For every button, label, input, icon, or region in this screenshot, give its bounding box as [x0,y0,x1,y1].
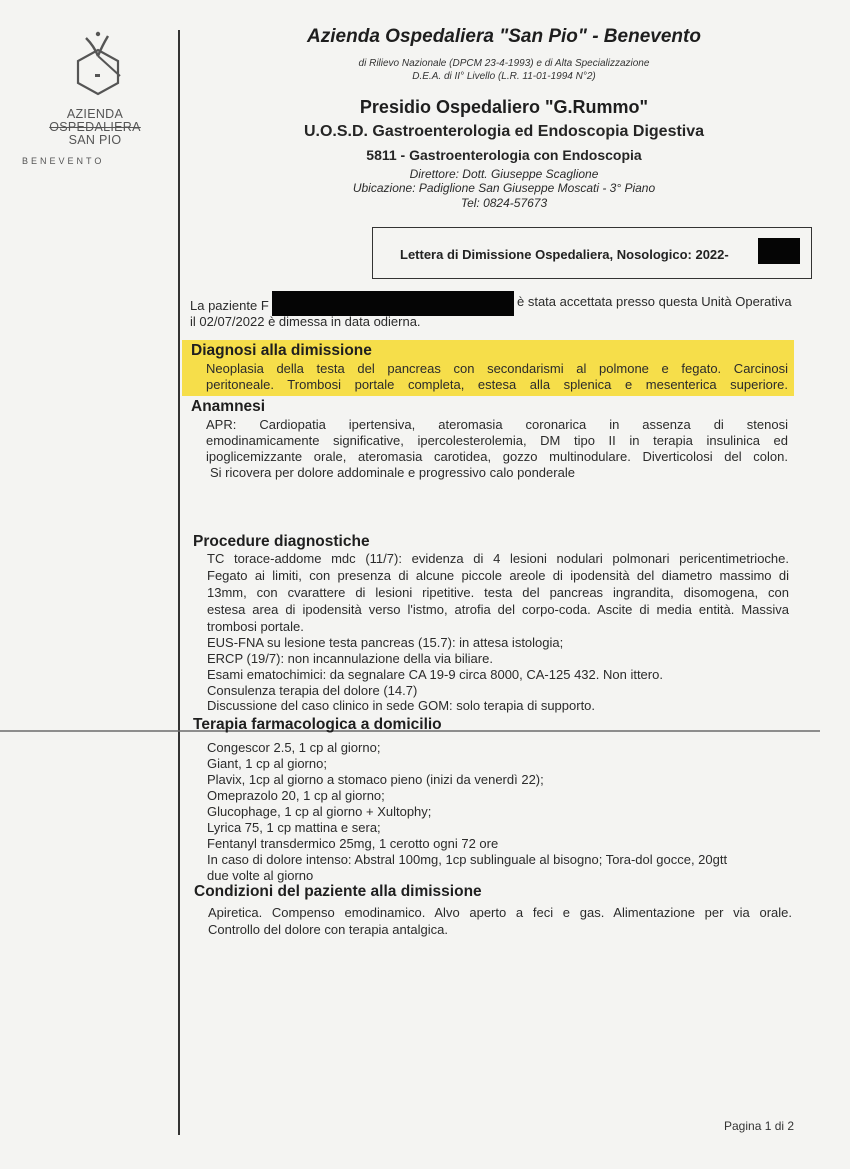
section-title-terapia: Terapia farmacologica a domicilio [193,716,442,733]
section-title-diagnosi: Diagnosi alla dimissione [191,342,372,359]
diagnosi-line: Neoplasia della testa del pancreas con secondarismi al polmone e fegato. Carcinosi [206,361,788,376]
terapia-line: due volte al giorno [207,868,314,883]
procedure-line: Discussione del caso clinico in sede GOM: solo terapia di supporto. [207,698,596,713]
condizioni-line: Apiretica. Compenso emodinamico. Alvo aperto a feci e gas. Alimentazione per via orale. [208,905,792,920]
section-title-anamnesi: Anamnesi [191,398,266,415]
procedure-line: EUS-FNA su lesione testa pancreas (15.7): in attesa istologia; [207,635,564,650]
anamnesi-line: emodinamicamente significative, ipercolesterolemia, DM tipo II in terapia insulinica ed [206,433,788,448]
intro-text: è stata accettata presso questa Unità Operativa [517,294,792,309]
logo-name [40,108,150,147]
hospital-subtitle: di Rilievo Nazionale (DPCM 23-4-1993) e di Alta Specializzazione [358,58,650,69]
hospital-title: Azienda Ospedaliera "San Pio" - Benevento [307,26,701,47]
procedure-line: estesa area di ipodensità verso l'istmo, atrofia del corpo-coda. Ascite di media entità. Massiva [207,602,789,617]
procedure-line: ERCP (19/7): non incannulazione della via biliare. [207,651,493,666]
anamnesi-line: Si ricovera per dolore addominale e progressivo calo ponderale [210,465,575,480]
redaction-bar [272,291,514,316]
terapia-line: Fentanyl transdermico 25mg, 1 cerotto ogni 72 ore [207,836,499,851]
letter-title: Lettera di Dimissione Ospedaliera, Nosologico: 2022- [400,247,729,262]
page-number: Pagina 1 di 2 [724,1119,795,1133]
terapia-line: Omeprazolo 20, 1 cp al giorno; [207,788,385,803]
anamnesi-line: ipoglicemizzante orale, ateromasia carotidea, gozzo multinodulare. Diverticolosi del colon. [206,449,788,464]
procedure-line: Esami ematochimici: da segnalare CA 19-9 circa 8000, CA-125 432. Non ittero. [207,667,663,682]
logo-name-line: SAN PIO [68,133,122,147]
hospital-logo-icon [58,30,138,100]
section-title-procedure: Procedure diagnostiche [193,533,370,550]
anamnesi-line: APR: Cardiopatia ipertensiva, ateromasia coronarica in assenza di stenosi [206,417,788,432]
intro-text: il 02/07/2022 è dimessa in data odierna. [190,314,421,329]
unit-title: 5811 - Gastroenterologia con Endoscopia [366,147,642,163]
section-title-condizioni: Condizioni del paziente alla dimissione [194,883,482,900]
procedure-line: Consulenza terapia del dolore (14.7) [207,683,418,698]
terapia-line: Lyrica 75, 1 cp mattina e sera; [207,820,381,835]
location: Ubicazione: Padiglione San Giuseppe Moscati - 3° Piano [352,181,656,195]
terapia-line: Congescor 2.5, 1 cp al giorno; [207,740,381,755]
terapia-line: Glucophage, 1 cp al giorno + Xultophy; [207,804,432,819]
terapia-line: Plavix, 1cp al giorno a stomaco pieno (inizi da venerdì 22); [207,772,544,787]
terapia-line: Giant, 1 cp al giorno; [207,756,327,771]
logo-name-line: AZIENDA [66,107,124,121]
phone: Tel: 0824-57673 [460,196,548,210]
hospital-subtitle: D.E.A. di II° Livello (L.R. 11-01-1994 N°2) [412,71,596,82]
department-title: U.O.S.D. Gastroenterologia ed Endoscopia Digestiva [303,123,705,140]
condizioni-line: Controllo del dolore con terapia antalgica. [208,922,448,937]
director: Direttore: Dott. Giuseppe Scaglione [409,167,599,181]
procedure-line: Fegato ai limiti, con presenza di alcune piccole areole di ipodensità del diametro massimo di [207,568,789,583]
procedure-line: 13mm, con cvarattere di lesioni ripetitive. testa del pancreas ingrandita, disomogena, con [207,585,789,600]
terapia-line: In caso di dolore intenso: Abstral 100mg, 1cp sublinguale al bisogno; Tora-dol gocce, 20gtt [207,852,728,867]
diagnosi-line: peritoneale. Trombosi portale completa, estesa alla splenica e mesenterica superiore. [206,377,788,392]
procedure-line: trombosi portale. [207,619,304,634]
presidio-title: Presidio Ospedaliero "G.Rummo" [359,97,649,117]
intro-text: La paziente F [190,298,269,313]
redaction-bar [758,238,800,264]
procedure-line: TC torace-addome mdc (11/7): evidenza di 4 lesioni nodulari polmonari pericentimetrioche. [207,551,789,566]
logo-name-line: OSPEDALIERA [49,120,141,134]
logo-city: BENEVENTO [22,156,105,166]
